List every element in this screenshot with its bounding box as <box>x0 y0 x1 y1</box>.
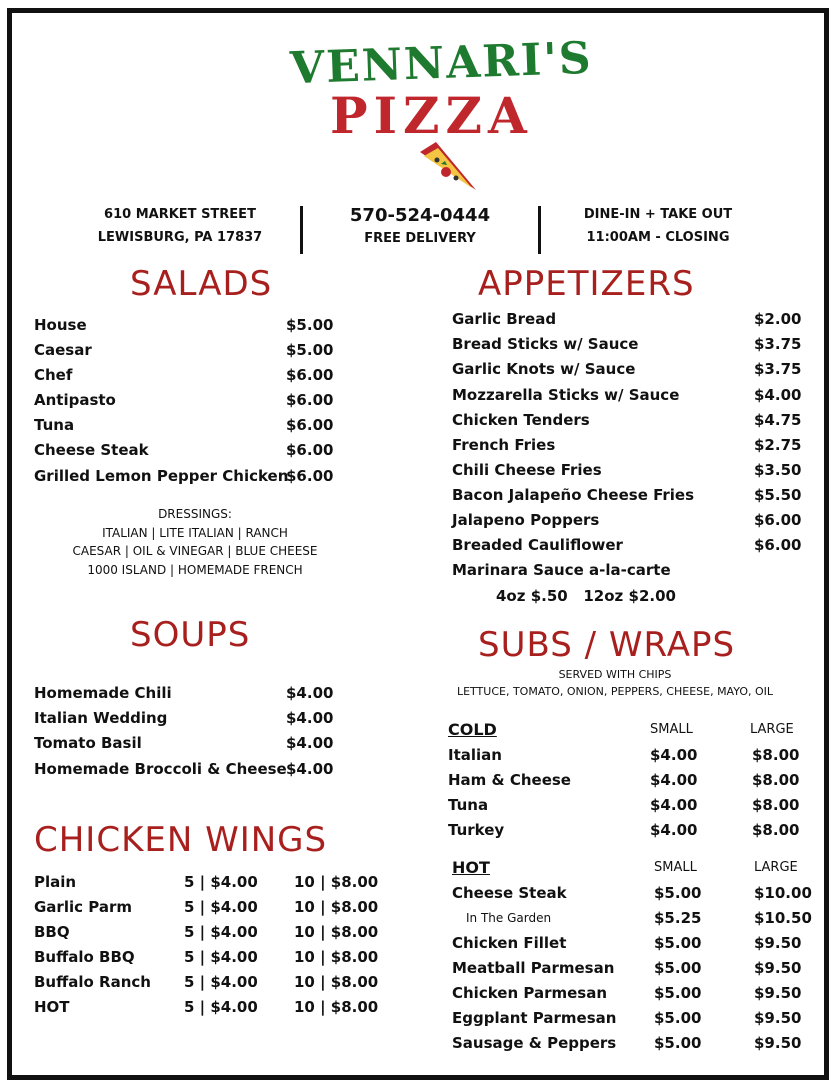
menu-item-name: Tuna <box>34 416 75 434</box>
menu-item-name: Garlic Knots w/ Sauce <box>452 360 636 378</box>
appetizers-heading: APPETIZERS <box>478 264 695 304</box>
small-price: $4.00 <box>650 796 698 814</box>
menu-item-name: HOT <box>34 998 70 1016</box>
large-price: $9.50 <box>754 934 802 952</box>
small-price: $5.00 <box>654 984 702 1002</box>
menu-item-name: Eggplant Parmesan <box>452 1009 617 1027</box>
address-line-1: 610 MARKET STREET <box>104 207 256 222</box>
logo-pizza: PIZZA <box>330 86 533 145</box>
menu-item-price: $2.75 <box>754 436 802 454</box>
large-price: $8.00 <box>752 821 800 839</box>
menu-item-name: Chicken Fillet <box>452 934 567 952</box>
menu-item-price: $4.00 <box>754 386 802 404</box>
wings-5-price: 5 | $4.00 <box>184 923 258 941</box>
large-price: $10.50 <box>754 909 812 927</box>
large-price: $9.50 <box>754 1009 802 1027</box>
menu-item-price: $4.75 <box>754 411 802 429</box>
small-price: $4.00 <box>650 771 698 789</box>
menu-item-price: $6.00 <box>286 416 334 434</box>
small-price: $5.25 <box>654 909 702 927</box>
menu-item-name: Cheese Steak <box>452 884 567 902</box>
subs-notes <box>440 666 790 700</box>
dressings-list <box>30 505 360 579</box>
divider <box>538 206 541 254</box>
small-price: $4.00 <box>650 746 698 764</box>
menu-item-name: House <box>34 316 87 334</box>
served-with: SERVED WITH CHIPS <box>558 668 672 681</box>
menu-item-price: $6.00 <box>286 391 334 409</box>
wings-10-price: 10 | $8.00 <box>294 873 379 891</box>
menu-item-name: Mozzarella Sticks w/ Sauce <box>452 386 680 404</box>
small-header: SMALL <box>654 860 697 875</box>
menu-item-name: Turkey <box>448 821 505 839</box>
wings-10-price: 10 | $8.00 <box>294 948 379 966</box>
menu-item-name: French Fries <box>452 436 556 454</box>
menu-item-name: In The Garden <box>466 911 552 925</box>
menu-item-name: BBQ <box>34 923 70 941</box>
menu-item-name: Plain <box>34 873 77 891</box>
menu-item-name: Garlic Parm <box>34 898 132 916</box>
menu-item-price: $3.50 <box>754 461 802 479</box>
small-price: $5.00 <box>654 959 702 977</box>
wings-10-price: 10 | $8.00 <box>294 998 379 1016</box>
wings-5-price: 5 | $4.00 <box>184 948 258 966</box>
small-price: $5.00 <box>654 934 702 952</box>
logo-vennaris: VENNARI'S <box>289 32 594 95</box>
menu-item-price: $6.00 <box>286 467 334 485</box>
delivery-note: FREE DELIVERY <box>364 231 476 246</box>
menu-item-name: Homemade Broccoli & Cheese <box>34 760 287 778</box>
large-price: $8.00 <box>752 746 800 764</box>
menu-item-name: Italian Wedding <box>34 709 168 727</box>
menu-item-name: Ham & Cheese <box>448 771 571 789</box>
menu-item-name: Chicken Parmesan <box>452 984 608 1002</box>
dressings-line: 1000 ISLAND | HOMEMADE FRENCH <box>87 562 303 577</box>
cold-label: COLD <box>448 720 497 739</box>
pizza-slice-icon <box>416 140 480 196</box>
wings-10-price: 10 | $8.00 <box>294 973 379 991</box>
menu-item-price: $6.00 <box>754 511 802 529</box>
wings-5-price: 5 | $4.00 <box>184 998 258 1016</box>
dressings-line: CAESAR | OIL & VINEGAR | BLUE CHEESE <box>72 544 318 558</box>
menu-item-price: $4.00 <box>286 709 334 727</box>
wings-heading: CHICKEN WINGS <box>34 820 328 860</box>
address-line-2: LEWISBURG, PA 17837 <box>97 230 263 245</box>
menu-item-name: Marinara Sauce a-la-carte <box>452 561 671 579</box>
menu-item-name: Tuna <box>448 796 489 814</box>
menu-item-price: $6.00 <box>754 536 802 554</box>
menu-item-price: $6.00 <box>286 441 334 459</box>
menu-item-price: $3.75 <box>754 335 802 353</box>
menu-item-name: Grilled Lemon Pepper Chicken <box>34 467 289 485</box>
large-price: $8.00 <box>752 796 800 814</box>
wings-5-price: 5 | $4.00 <box>184 898 258 916</box>
hot-label: HOT <box>452 858 490 877</box>
menu-item-price: $3.75 <box>754 360 802 378</box>
subs-heading: SUBS / WRAPS <box>478 625 736 665</box>
menu-item-price: $4.00 <box>286 734 334 752</box>
small-price: $5.00 <box>654 1009 702 1027</box>
service-type: DINE-IN + TAKE OUT <box>583 207 733 222</box>
small-price: $5.00 <box>654 1034 702 1052</box>
menu-item-name: Garlic Bread <box>452 310 557 328</box>
menu-item-name: Antipasto <box>34 391 116 409</box>
menu-item-price: $5.50 <box>754 486 802 504</box>
menu-item-name: Buffalo BBQ <box>34 948 135 966</box>
menu-item-price: $6.00 <box>286 366 334 384</box>
menu-item-price: $4.00 <box>286 684 334 702</box>
menu-item-name: Italian <box>448 746 502 764</box>
large-price: $9.50 <box>754 984 802 1002</box>
phone-block <box>310 203 530 249</box>
menu-item-name: Homemade Chili <box>34 684 172 702</box>
menu-item-name: Chili Cheese Fries <box>452 461 602 479</box>
menu-item-name: Breaded Cauliflower <box>452 536 623 554</box>
menu-item-price: $4.00 <box>286 760 334 778</box>
toppings-list: LETTUCE, TOMATO, ONION, PEPPERS, CHEESE, MAYO, OIL <box>456 685 774 698</box>
wings-5-price: 5 | $4.00 <box>184 873 258 891</box>
large-header: LARGE <box>750 722 794 737</box>
wings-5-price: 5 | $4.00 <box>184 973 258 991</box>
wings-10-price: 10 | $8.00 <box>294 923 379 941</box>
dressings-title: DRESSINGS: <box>158 507 232 521</box>
large-price: $8.00 <box>752 771 800 789</box>
divider <box>300 206 303 254</box>
large-header: LARGE <box>754 860 798 875</box>
hours: 11:00AM - CLOSING <box>586 230 730 245</box>
dressings-line: ITALIAN | LITE ITALIAN | RANCH <box>102 525 288 540</box>
menu-item-price: $2.00 <box>754 310 802 328</box>
menu-item-name: Chicken Tenders <box>452 411 590 429</box>
wings-10-price: 10 | $8.00 <box>294 898 379 916</box>
phone-number[interactable]: 570-524-0444 <box>349 205 491 226</box>
menu-item-name: Cheese Steak <box>34 441 149 459</box>
hours-block <box>548 203 768 249</box>
small-price: $4.00 <box>650 821 698 839</box>
large-price: $10.00 <box>754 884 812 902</box>
menu-item-name: Buffalo Ranch <box>34 973 151 991</box>
menu-item-name: Sausage & Peppers <box>452 1034 617 1052</box>
menu-item-price: $5.00 <box>286 316 334 334</box>
menu-item-name: Tomato Basil <box>34 734 142 752</box>
menu-item-price: $5.00 <box>286 341 334 359</box>
soups-heading: SOUPS <box>130 615 251 655</box>
menu-item-name: Jalapeno Poppers <box>452 511 600 529</box>
small-header: SMALL <box>650 722 693 737</box>
menu-item-name: Bacon Jalapeño Cheese Fries <box>452 486 695 504</box>
menu-item-name: Caesar <box>34 341 92 359</box>
menu-item-name: Meatball Parmesan <box>452 959 615 977</box>
address-block <box>70 203 290 249</box>
small-price: $5.00 <box>654 884 702 902</box>
large-price: $9.50 <box>754 1034 802 1052</box>
menu-item-name: Bread Sticks w/ Sauce <box>452 335 639 353</box>
salads-heading: SALADS <box>130 264 273 304</box>
menu-item-name: Chef <box>34 366 73 384</box>
large-price: $9.50 <box>754 959 802 977</box>
marinara-sizes: 4oz $.50 12oz $2.00 <box>496 587 676 605</box>
